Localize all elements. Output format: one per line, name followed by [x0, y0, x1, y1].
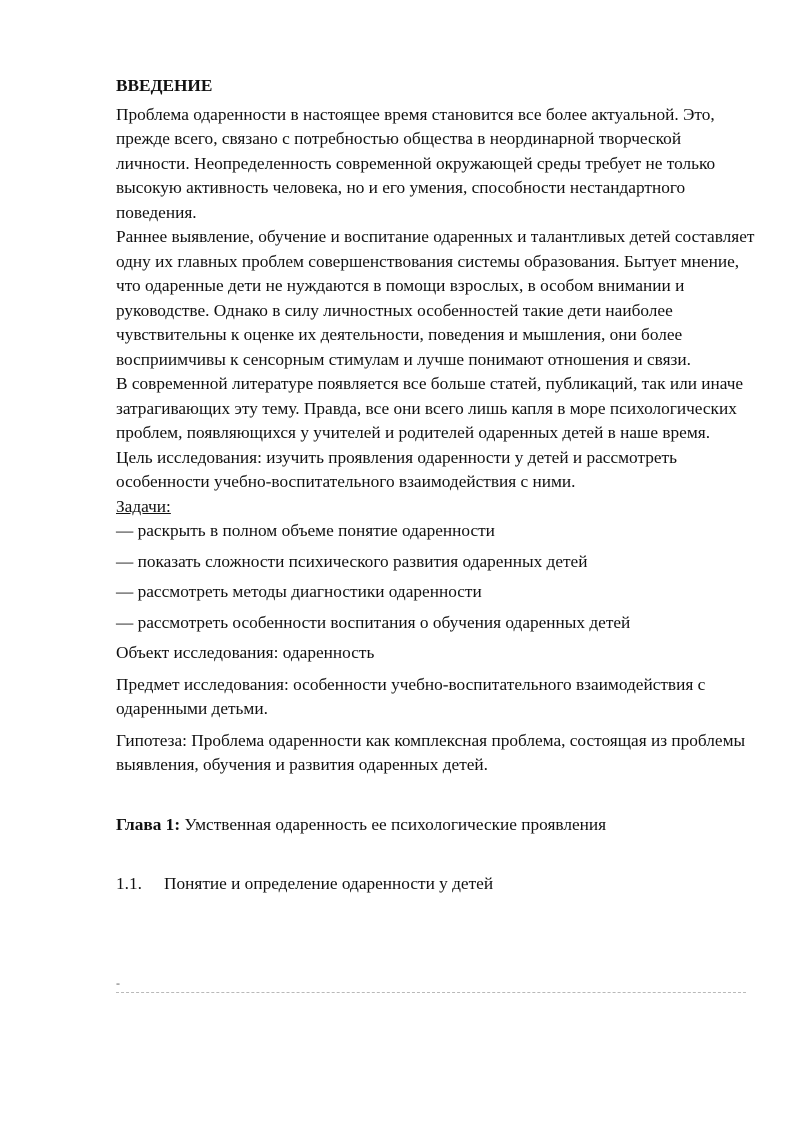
chapter-label: Глава 1: [116, 814, 181, 834]
task-item: — раскрыть в полном объеме понятие одаренности [116, 521, 495, 540]
task-item: — показать сложности психического развития одаренных детей [116, 551, 588, 571]
subsection-number: 1.1. [116, 874, 142, 893]
cut-mark: - [116, 976, 120, 990]
research-goal: Цель исследования: изучить проявления одаренности у детей и рассмотреть особенности учебно-воспитательного взаимодействия с ними. [116, 447, 677, 491]
intro-paragraph-2: Раннее выявление, обучение и воспитание одаренных и талантливых детей составляет одну их главных проблем совершенствования системы образования. Бытует мнение, что одаренные дети не нуждаются в помощи взрослых, в особом внимании и руководстве. Однако в силу личностных особенностей такие дети наиболее чувствительны к оценке их деятельности, поведения и мышления, они более восприимчивы к сенсорным стимулам и лучше понимают отношения и связи. [116, 227, 755, 369]
task-item: — рассмотреть методы диагностики одаренности [116, 582, 482, 601]
subsection-heading [116, 872, 756, 897]
document-body [116, 74, 756, 897]
preview-cut-line [116, 992, 746, 993]
research-hypothesis: Гипотеза: Проблема одаренности как комплексная проблема, состоящая из проблемы выявления, обучения и развития одаренных детей. [116, 730, 746, 774]
intro-paragraph-3: В современной литературе появляется все больше статей, публикаций, так или иначе затрагивающих эту тему. Правда, все они всего лишь капля в море психологических проблем, появляющихся у учителей и родителей одаренных детей в наше время. [116, 374, 744, 442]
intro-paragraph-1: Проблема одаренности в настоящее время становится все более актуальной. Это, прежде всего, связано с потребностью общества в неординарной творческой личности. Неопределенность современной окружающей среды требует не только высокую активность человека, но и его умения, способности нестандартного поведения. [116, 104, 716, 222]
chapter-heading [116, 813, 756, 838]
section-heading: ВВЕДЕНИЕ [116, 76, 213, 95]
subsection-title: Понятие и определение одаренности у детей [164, 874, 494, 893]
task-item: — рассмотреть особенности воспитания о обучения одаренных детей [116, 612, 631, 632]
chapter-title: Умственная одаренность ее психологические проявления [180, 814, 607, 834]
tasks-label: Задачи: [116, 496, 171, 516]
research-object: Объект исследования: одаренность [116, 643, 375, 662]
research-subject: Предмет исследования: особенности учебно-воспитательного взаимодействия с одаренными детьми. [116, 674, 706, 718]
